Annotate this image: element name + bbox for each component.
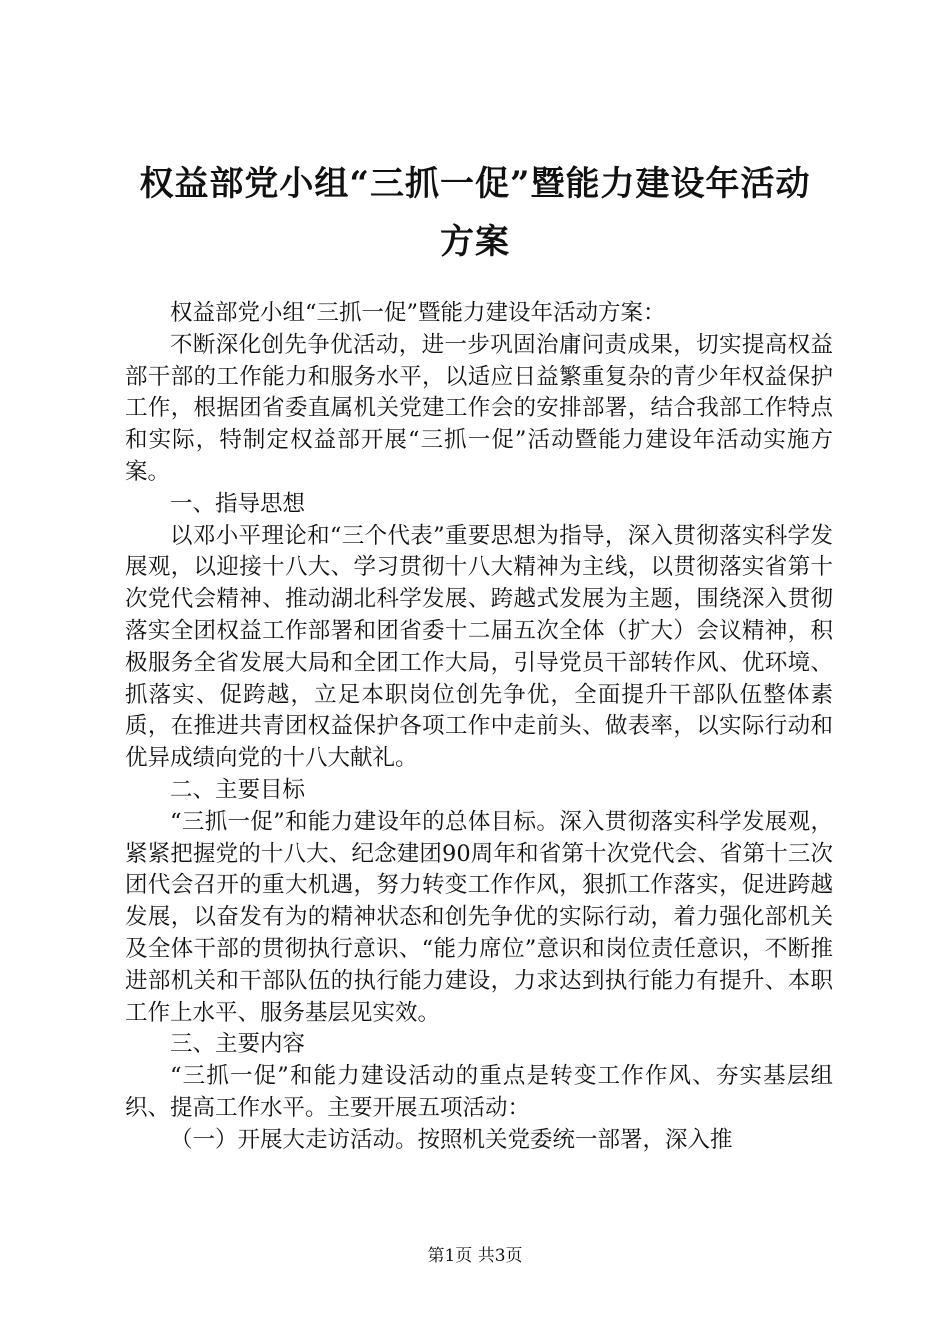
document-title-line-1: 权益部党小组“三抓一促”暨能力建设年活动 [139, 164, 811, 204]
page-footer: 第1页 共3页 [427, 1246, 523, 1266]
section-heading-guiding-ideology: 一、指导思想 [170, 490, 306, 517]
section-heading-main-content: 三、主要内容 [170, 1031, 306, 1058]
main-goals-paragraph: “三抓一促”和能力建设年的总体目标。深入贯彻落实科学发展观，紧紧把握党的十八大、纪念建团90周年和省第十次党代会、省第十三次团代会召开的重大机遇，努力转变工作作风，狠抓工作落实，促进跨越发展，以奋发有为的精神状态和创先争优的实际行动，着力强化部机关及全体干部的贯彻执行意识、“能力席位”意识和岗位责任意识，不断推进部机关和干部队伍的执行能力建设，力求达到执行能力有提升、本职工作上水平、服务基层见实效。 [125, 808, 833, 1026]
document-body [125, 298, 833, 1157]
guiding-ideology-paragraph: 以邓小平理论和“三个代表”重要思想为指导，深入贯彻落实科学发展观，以迎接十八大、学习贯彻十八大精神为主线，以贯彻落实省第十次党代会精神、推动湖北科学发展、跨越式发展为主题，围绕深入贯彻落实全团权益工作部署和团省委十二届五次全体（扩大）会议精神，积极服务全省发展大局和全团工作大局，引导党员干部转作风、优环境、抓落实、促跨越，立足本职岗位创先争优，全面提升干部队伍整体素质，在推进共青团权益保护各项工作中走前头、做表率，以实际行动和优异成绩向党的十八大献礼。 [125, 522, 833, 772]
purpose-paragraph: 不断深化创先争优活动，进一步巩固治庸问责成果，切实提高权益部干部的工作能力和服务水平，以适应日益繁重复杂的青少年权益保护工作，根据团省委直属机关党建工作会的安排部署，结合我部工作特点和实际，特制定权益部开展“三抓一促”活动暨能力建设年活动实施方案。 [125, 331, 833, 485]
main-content-paragraph: “三抓一促”和能力建设活动的重点是转变工作作风、夯实基层组织、提高工作水平。主要开展五项活动： [125, 1063, 833, 1121]
intro-paragraph: 权益部党小组“三抓一促”暨能力建设年活动方案： [170, 300, 666, 326]
document-title-line-2: 方案 [440, 222, 510, 262]
section-heading-main-goals: 二、主要目标 [170, 776, 306, 803]
activity-one-paragraph: （一）开展大走访活动。按照机关党委统一部署，深入推 [170, 1126, 733, 1153]
